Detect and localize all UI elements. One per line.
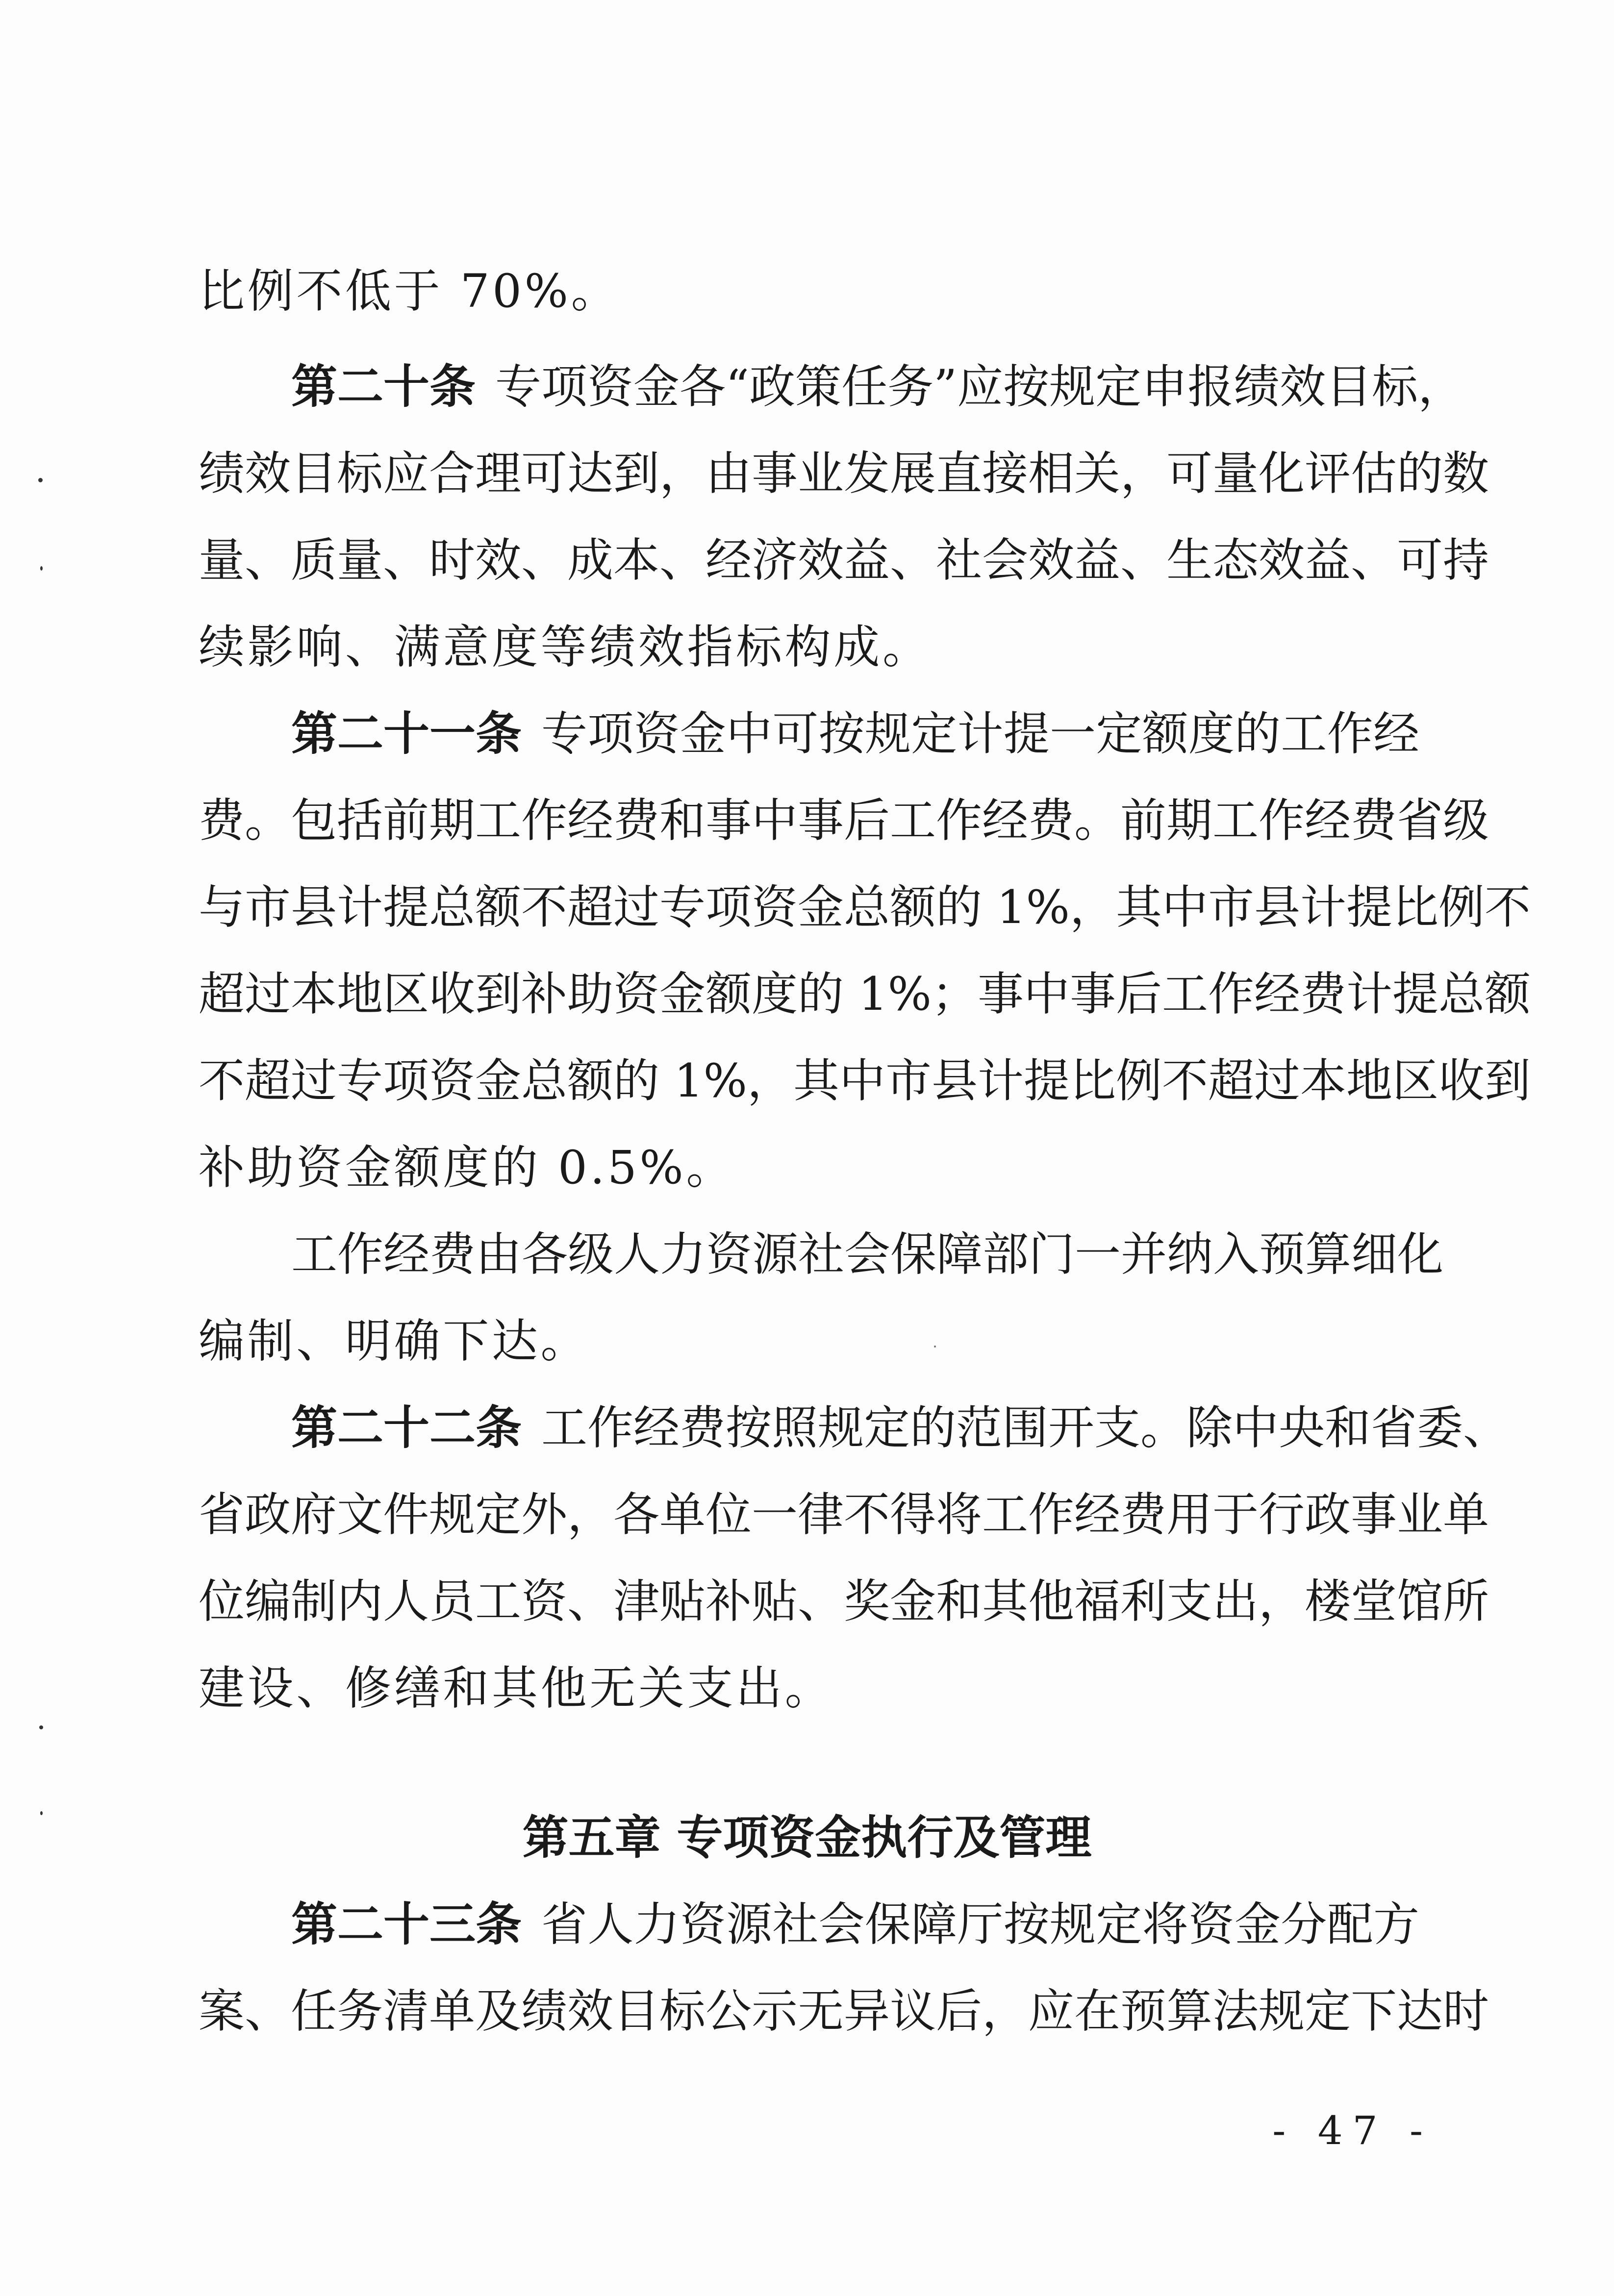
line-text: 编制、明确下达。	[199, 1315, 590, 1368]
article-23-line-1	[291, 1898, 1419, 1952]
line-text: 绩效目标应合理可达到，由事业发展直接相关，可量化评估的数	[199, 447, 1489, 500]
line-text: 位编制内人员工资、津贴补贴、奖金和其他福利支出，楼堂馆所	[199, 1575, 1489, 1628]
article-21-heading: 第二十一条	[291, 707, 522, 761]
article-23-heading: 第二十三条	[291, 1898, 522, 1951]
line-text: 专项资金各“政策任务”应按规定申报绩效目标，	[495, 360, 1464, 414]
line-text: 补助资金额度的 0.5%。	[199, 1141, 735, 1195]
article-22-heading: 第二十二条	[291, 1401, 522, 1455]
text-line	[199, 1488, 1489, 1542]
article-21-line-1	[291, 707, 1419, 761]
text-line	[199, 1054, 1531, 1108]
text-line	[199, 1662, 1419, 1716]
line-text: 工作经费按照规定的范围开支。除中央和省委、	[541, 1401, 1510, 1455]
line-text: 建设、修缮和其他无关支出。	[199, 1662, 834, 1715]
text-line	[199, 265, 1419, 319]
article-22-line-1	[291, 1401, 1510, 1455]
article-20-heading: 第二十条	[291, 360, 476, 414]
line-text: 比例不低于 70%。	[199, 265, 620, 318]
text-line	[199, 447, 1489, 501]
line-text: 费。包括前期工作经费和事中事后工作经费。前期工作经费省级	[199, 794, 1489, 848]
scan-speck	[934, 1346, 936, 1348]
line-text: 与市县计提总额不超过专项资金总额的 1%，其中市县计提比例不	[199, 881, 1531, 934]
text-line	[199, 1985, 1489, 2039]
line-text: 省政府文件规定外，各单位一律不得将工作经费用于行政事业单	[199, 1488, 1489, 1542]
line-text: 不超过专项资金总额的 1%，其中市县计提比例不超过本地区收到	[199, 1054, 1531, 1108]
line-text: 省人力资源社会保障厅按规定将资金分配方	[541, 1898, 1419, 1951]
text-line	[199, 621, 1419, 674]
scan-speck	[39, 1725, 43, 1729]
text-line	[199, 794, 1489, 848]
text-line	[199, 534, 1489, 588]
scan-speck	[40, 566, 43, 571]
text-line	[199, 1141, 1419, 1195]
line-text: 量、质量、时效、成本、经济效益、社会效益、生态效益、可持	[199, 534, 1489, 587]
line-text: 续影响、满意度等绩效指标构成。	[199, 621, 932, 674]
chapter-title: 第五章 专项资金执行及管理	[522, 1811, 1092, 1865]
article-20-line-1	[291, 360, 1464, 414]
scan-speck	[40, 1811, 43, 1815]
page-number: - 47 -	[1272, 2108, 1433, 2153]
text-line	[199, 881, 1531, 935]
line-text: 超过本地区收到补助资金额度的 1%；事中事后工作经费计提总额	[199, 968, 1531, 1021]
text-line	[291, 1228, 1444, 1282]
line-text: 工作经费由各级人力资源社会保障部门一并纳入预算细化	[291, 1228, 1444, 1281]
text-line	[199, 1315, 1419, 1369]
text-line	[199, 968, 1531, 1022]
line-text: 专项资金中可按规定计提一定额度的工作经	[541, 707, 1419, 761]
text-line	[199, 1575, 1489, 1629]
line-text: 案、任务清单及绩效目标公示无异议后，应在预算法规定下达时	[199, 1985, 1489, 2038]
scan-speck	[38, 478, 43, 482]
